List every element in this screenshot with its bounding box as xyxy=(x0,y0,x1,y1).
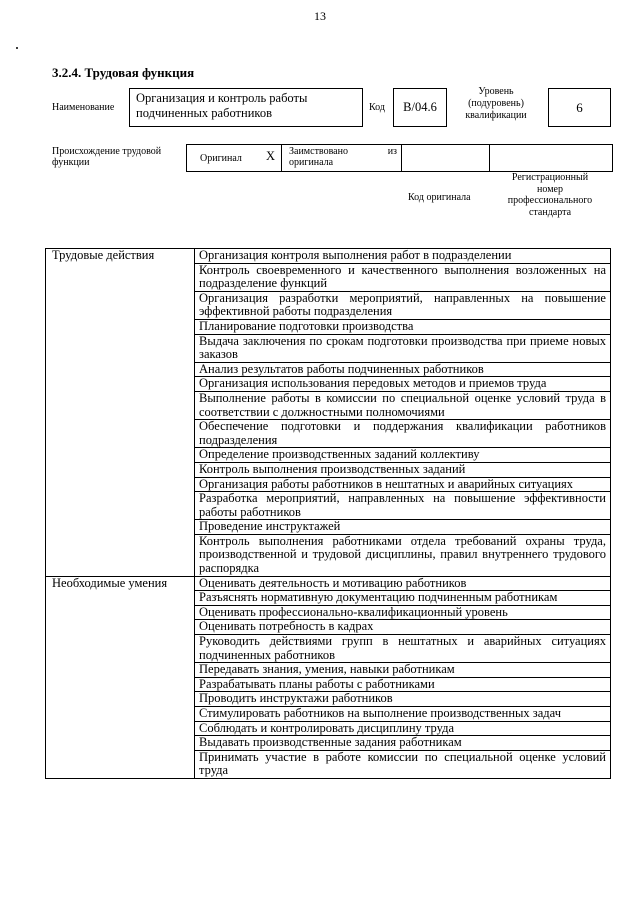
labor-actions-item: Контроль выполнения производственных заданий xyxy=(195,462,611,477)
origin-label: Происхождение трудовой функции xyxy=(52,146,162,168)
level-value-box: 6 xyxy=(548,88,611,127)
required-skills-item: Выдавать производственные задания работникам xyxy=(195,736,611,751)
required-skills-item: Соблюдать и контролировать дисциплину труда xyxy=(195,721,611,736)
table-row xyxy=(46,249,611,264)
labor-actions-label: Трудовые действия xyxy=(46,249,195,577)
code-label: Код xyxy=(369,102,385,113)
required-skills-item: Разъяснять нормативную документацию подчиненным работникам xyxy=(195,591,611,606)
origin-box xyxy=(186,144,613,172)
labor-actions-item: Контроль выполнения работниками отдела требований охраны труда, производственной и трудовой дисциплины, правил внутреннего трудового распорядка xyxy=(195,534,611,576)
labor-actions-item: Выдача заключения по срокам подготовки производства при приеме новых заказов xyxy=(195,334,611,362)
required-skills-item: Проводить инструктажи работников xyxy=(195,692,611,707)
labor-actions-item: Планирование подготовки производства xyxy=(195,319,611,334)
scan-speck xyxy=(16,47,18,49)
origin-divider xyxy=(281,145,282,171)
function-table xyxy=(45,248,611,779)
required-skills-item: Оценивать потребность в кадрах xyxy=(195,620,611,635)
labor-actions-item: Организация контроля выполнения работ в подразделении xyxy=(195,249,611,264)
required-skills-item: Оценивать деятельность и мотивацию работников xyxy=(195,576,611,591)
name-label: Наименование xyxy=(52,102,115,113)
labor-actions-item: Разработка мероприятий, направленных на повышение эффективности работы работников xyxy=(195,492,611,520)
labor-actions-item: Обеспечение подготовки и поддержания квалификации работников подразделения xyxy=(195,420,611,448)
labor-actions-item: Организация работы работников в нештатных и аварийных ситуациях xyxy=(195,477,611,492)
required-skills-label: Необходимые умения xyxy=(46,576,195,778)
function-name-box: Организация и контроль работы подчиненных работников xyxy=(129,88,363,127)
original-code-label: Код оригинала xyxy=(408,192,471,203)
section-heading: 3.2.4. Трудовая функция xyxy=(52,65,195,80)
required-skills-item: Разрабатывать планы работы с работниками xyxy=(195,677,611,692)
labor-actions-item: Контроль своевременного и качественного выполнения возложенных на подразделение функций xyxy=(195,263,611,291)
required-skills-item: Передавать знания, умения, навыки работникам xyxy=(195,663,611,678)
labor-actions-item: Анализ результатов работы подчиненных работников xyxy=(195,362,611,377)
reg-number-label: Регистрационный номер профессионального стандарта xyxy=(507,172,593,218)
table-row xyxy=(46,576,611,591)
borrowed-label-from: из xyxy=(387,146,397,157)
borrowed-label-original: оригинала xyxy=(289,157,334,168)
page-number: 13 xyxy=(314,9,326,23)
origin-divider xyxy=(489,145,490,171)
labor-actions-item: Определение производственных заданий коллективу xyxy=(195,448,611,463)
labor-actions-item: Выполнение работы в комиссии по специальной оценке условий труда в соответствии с должностными полномочиями xyxy=(195,391,611,419)
required-skills-item: Стимулировать работников на выполнение производственных задач xyxy=(195,707,611,722)
original-mark: X xyxy=(266,149,276,163)
code-value-box: B/04.6 xyxy=(393,88,447,127)
level-label: Уровень (подуровень) квалификации xyxy=(465,86,527,121)
labor-actions-item: Организация разработки мероприятий, направленных на повышение эффективной работы подразделения xyxy=(195,291,611,319)
borrowed-label-word: Заимствовано xyxy=(289,146,348,157)
required-skills-item: Принимать участие в работе комиссии по специальной оценке условий труда xyxy=(195,750,611,778)
required-skills-item: Оценивать профессионально-квалификационный уровень xyxy=(195,605,611,620)
labor-actions-item: Организация использования передовых методов и приемов труда xyxy=(195,377,611,392)
labor-actions-item: Проведение инструктажей xyxy=(195,520,611,535)
origin-divider xyxy=(401,145,402,171)
original-label: Оригинал xyxy=(200,153,242,164)
borrowed-label xyxy=(289,146,397,168)
required-skills-item: Руководить действиями групп в нештатных и аварийных ситуациях подчиненных работников xyxy=(195,635,611,663)
